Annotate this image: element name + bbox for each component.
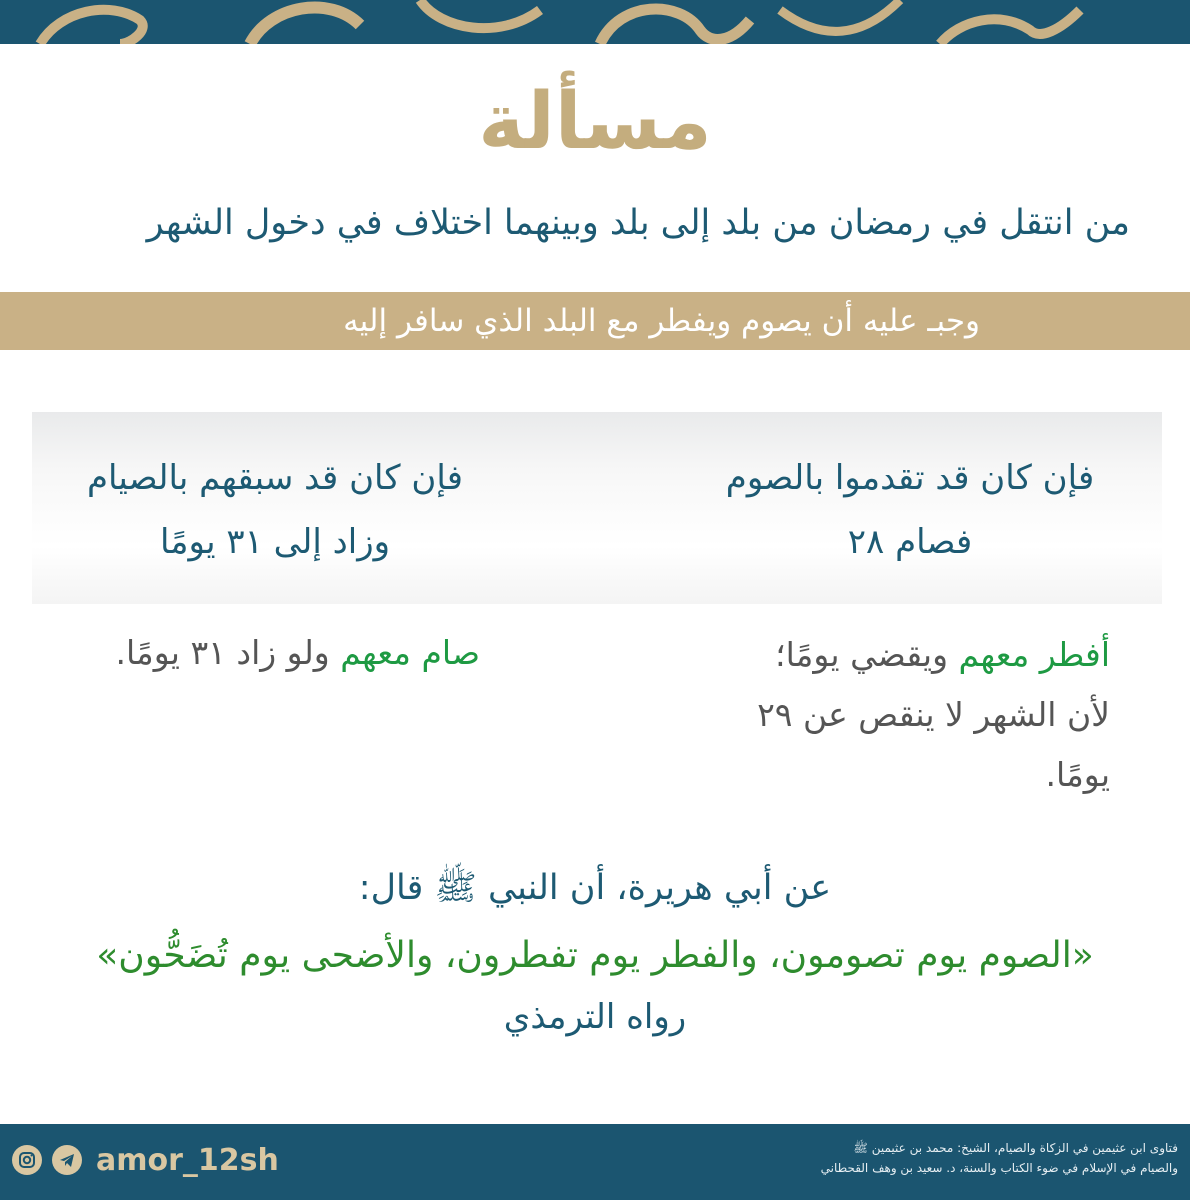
result-right-line2: لأن الشهر لا ينقص عن ٢٩ [757, 695, 1110, 734]
account-handle[interactable]: amor_12sh [96, 1143, 279, 1178]
question-subtitle: من انتقل في رمضان من بلد إلى بلد وبينهما اختلاف في دخول الشهر [146, 203, 1130, 243]
case-right-line2: فصام ٢٨ [847, 522, 973, 562]
ruling-text: وجبـ عليه أن يصوم ويفطر مع البلد الذي سافر إليه [343, 303, 980, 339]
reference-line-1: فتاوى ابن عثيمين في الزكاة والصيام، الشيخ: محمد بن عثيمين ﷺ [853, 1141, 1178, 1155]
case-left-line2: وزاد إلى ٣١ يومًا [159, 522, 391, 562]
page-title: مسألة [478, 77, 712, 167]
instagram-icon[interactable] [12, 1145, 42, 1175]
hadith-source: رواه الترمذي [503, 997, 687, 1037]
case-left [55, 446, 495, 574]
reference-line-2: والصيام في الإسلام في ضوء الكتاب والسنة، د. سعيد بن وهف القحطاني [820, 1161, 1178, 1175]
top-banner [0, 0, 1190, 44]
calligraphy-decoration [0, 0, 1190, 44]
result-right-rest: ويقضي يومًا؛ [775, 635, 949, 674]
case-right [700, 446, 1120, 574]
result-right-line3: يومًا. [1045, 755, 1110, 794]
result-left-highlight: صام معهم [340, 633, 480, 672]
footer-references [738, 1138, 1178, 1178]
result-right [690, 625, 1110, 805]
result-left [40, 623, 480, 683]
case-right-line1: فإن كان قد تقدموا بالصوم [725, 458, 1095, 498]
case-left-line1: فإن كان قد سبقهم بالصيام [86, 458, 463, 498]
telegram-icon[interactable] [52, 1145, 82, 1175]
result-left-rest: ولو زاد ٣١ يومًا. [115, 633, 330, 672]
hadith-intro: عن أبي هريرة، أن النبي ﷺ قال: [358, 868, 832, 908]
result-right-highlight: أفطر معهم [958, 635, 1110, 674]
hadith-quote: «الصوم يوم تصومون، والفطر يوم تفطرون، والأضحى يوم تُضَحُّون» [96, 935, 1094, 976]
